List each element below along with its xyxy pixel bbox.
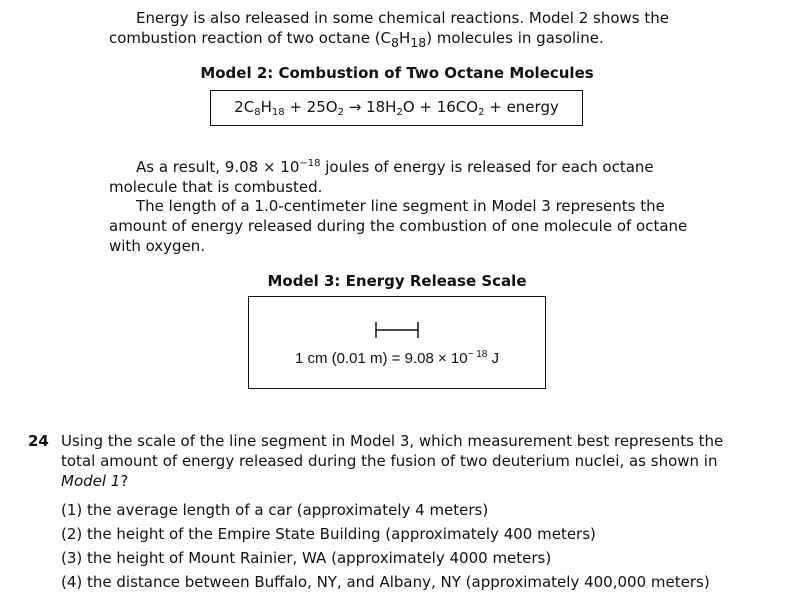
segment-line-3: with oxygen. <box>109 237 206 255</box>
eq-part-2c: 2C <box>234 98 255 116</box>
question-line-3 <box>61 471 734 491</box>
question-mark: ? <box>120 472 129 490</box>
energy-result-paragraph <box>109 154 689 197</box>
eq-sub-8: 8 <box>254 107 261 118</box>
answer-choice-2[interactable]: (2) the height of the Empire State Building (approximately 400 meters) <box>61 525 596 543</box>
eq-sub-2a: 2 <box>337 107 344 118</box>
energy-scale-box <box>248 296 546 389</box>
result-line-2: molecule that is combusted. <box>109 178 323 196</box>
question-line-2: total amount of energy released during the fusion of two deuterium nuclei, as shown in <box>61 452 718 470</box>
eq-part-25o: + 25O <box>284 98 338 116</box>
eq-sub-2b: 2 <box>396 107 403 118</box>
model-1-reference: Model 1 <box>61 472 121 490</box>
scale-label <box>249 349 545 367</box>
octane-sub-8: 8 <box>391 35 399 50</box>
answer-choice-1[interactable]: (1) the average length of a car (approximately 4 meters) <box>61 501 489 519</box>
combustion-equation <box>234 98 559 118</box>
eq-part-o-16co: O + 16CO <box>402 98 479 116</box>
scale-label-unit: J <box>487 350 499 367</box>
result-line-1-pre: As a result, 9.08 × 10 <box>136 158 300 176</box>
segment-line-1: The length of a 1.0-centimeter line segment in Model 3 represents the <box>136 197 665 215</box>
model-3-title: Model 3: Energy Release Scale <box>267 272 527 290</box>
eq-sub-18: 18 <box>271 107 285 118</box>
question-line-1: Using the scale of the line segment in Model 3, which measurement best represents the <box>61 432 724 450</box>
result-line-1-post: joules of energy is released for each octane <box>320 158 654 176</box>
question-stem <box>61 431 734 491</box>
intro-line-1: Energy is also released in some chemical reactions. Model 2 shows the <box>136 9 669 27</box>
scale-label-pre: 1 cm (0.01 m) = 9.08 × 10 <box>294 350 468 367</box>
combustion-equation-box <box>210 90 583 126</box>
answer-choice-3[interactable]: (3) the height of Mount Rainier, WA (approximately 4000 meters) <box>61 549 552 567</box>
segment-paragraph <box>109 196 689 256</box>
intro-line-2-post: ) molecules in gasoline. <box>426 29 604 47</box>
octane-h: H <box>399 29 411 47</box>
eq-part-energy: + energy <box>484 98 559 116</box>
intro-paragraph <box>109 8 689 53</box>
result-line-1 <box>109 154 689 177</box>
octane-sub-18: 18 <box>410 35 427 50</box>
eq-part-arrow-18h: → 18H <box>343 98 397 116</box>
eq-part-h: H <box>260 98 272 116</box>
scale-segment-icon <box>374 319 420 341</box>
question-number: 24 <box>28 432 49 450</box>
scale-exponent: − 18 <box>467 349 488 360</box>
eq-sub-2c: 2 <box>478 107 485 118</box>
intro-line-2-pre: combustion reaction of two octane (C <box>109 29 392 47</box>
answer-choice-4[interactable]: (4) the distance between Buffalo, NY, and Albany, NY (approximately 400,000 meters) <box>61 573 710 591</box>
segment-line-2: amount of energy released during the combustion of one molecule of octane <box>109 217 688 235</box>
result-exponent: −18 <box>299 158 321 169</box>
intro-line-2 <box>109 28 689 53</box>
model-2-title: Model 2: Combustion of Two Octane Molecules <box>200 64 594 82</box>
answer-choices <box>61 498 710 594</box>
